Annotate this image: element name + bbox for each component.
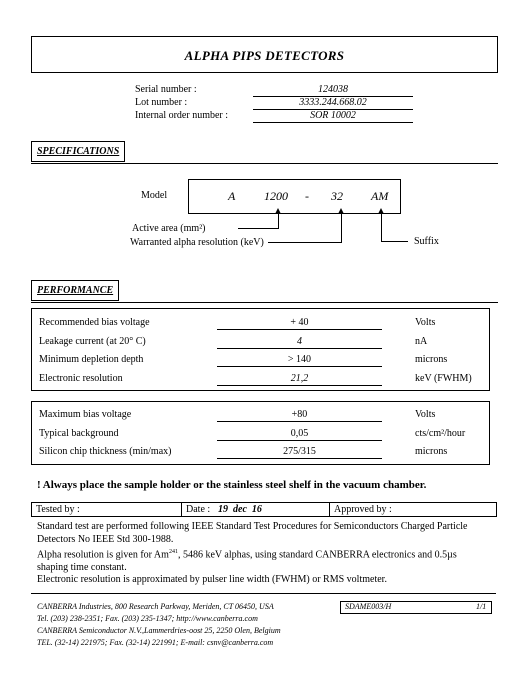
warning-text: ! Always place the sample holder or the stainless steel shelf in the vacuum chamber. [37,479,427,491]
model-part-dash: - [305,189,309,203]
serial-number-label: Serial number : [135,84,197,95]
depletion-depth-value: > 140 [217,354,382,367]
test-row [31,502,497,517]
note-line: Standard test are performed following IEEE Standard Test Procedures for Semiconductors Charged Particle [37,521,468,532]
footer-rule [31,593,496,594]
model-part-area: 1200 [264,189,288,203]
lot-number-value: 3333.244.668.02 [299,97,367,108]
leakage-current-unit: nA [415,336,428,347]
note-line: Electronic resolution is approximated by pulser line width (FWHM) or RMS voltmeter. [37,574,387,586]
title-box [31,36,498,73]
model-part-suffix: AM [371,189,389,203]
bias-voltage-unit: Volts [415,317,436,328]
model-part-resolution: 32 [331,189,343,203]
order-number-label: Internal order number : [135,110,229,121]
document-title: ALPHA PIPS DETECTORS [184,48,345,63]
electronic-resolution-unit: keV (FWHM) [415,373,472,384]
note-line: shaping time constant. [37,561,127,573]
suffix-callout: Suffix [414,236,439,247]
order-number-value: SOR 10002 [310,110,356,121]
note-line: Alpha resolution is given for Am$^{241}$, 5486 keV alphas, using standard CANBERRA electronics and 0.5µs [37,549,457,561]
leakage-current-label: Leakage current (at 20° C) [39,336,146,347]
performance-rule [31,302,498,303]
arrow-up-icon [378,208,384,214]
chip-thickness-unit: microns [415,446,448,457]
order-number-underline [253,122,413,123]
max-bias-value: +80 [217,409,382,422]
model-part-a: A [228,189,236,203]
tested-by-label: Tested by : [36,504,80,515]
chip-thickness-label: Silicon chip thickness (min/max) [39,446,172,457]
chip-thickness-value: 275/315 [217,446,382,459]
date-label: Date : [186,504,211,515]
serial-number-value: 124038 [318,84,348,95]
footer-line: Tel. (203) 238-2351; Fax. (203) 235-1347; http://www.canberra.com [37,614,258,623]
resolution-callout: Warranted alpha resolution (keV) [130,237,264,248]
background-label: Typical background [39,428,119,439]
approved-by-label: Approved by : [334,504,392,515]
footer-address [37,601,281,649]
doc-code: SDAME003/H [345,602,392,611]
electronic-resolution-value: 21,2 [217,373,382,386]
specifications-heading: SPECIFICATIONS [31,141,125,162]
footer-line: CANBERRA Semiconductor N.V.,Lammerdries-oost 25, 2250 Olen, Belgium [37,626,281,635]
electronic-resolution-label: Electronic resolution [39,373,123,384]
footer-line: CANBERRA Industries, 800 Research Parkway, Meriden, CT 06450, USA [37,602,274,611]
model-label: Model [141,190,168,201]
leakage-current-value: 4 [217,336,382,349]
background-value: 0,05 [217,428,382,441]
max-bias-label: Maximum bias voltage [39,409,132,420]
footer-line: TEL. (32-14) 221975; Fax. (32-14) 221991; E-mail: csnv@canberra.com [37,638,274,647]
page-number: 1/1 [476,602,487,611]
max-bias-unit: Volts [415,409,436,420]
performance-heading: PERFORMANCE [31,280,119,301]
lot-number-label: Lot number : [135,97,188,108]
note-line: Detectors No IEEE Std 300-1988. [37,533,174,545]
depletion-depth-label: Minimum depletion depth [39,354,144,365]
bias-voltage-value: + 40 [217,317,382,330]
specifications-rule [31,163,498,164]
date-value: 19 dec 16 [218,504,262,515]
depletion-depth-unit: microns [415,354,448,365]
notes [37,521,497,587]
arrow-up-icon [275,208,281,214]
arrow-up-icon [338,208,344,214]
bias-voltage-label: Recommended bias voltage [39,317,150,328]
model-box [188,179,401,214]
active-area-callout: Active area (mm²) [132,223,206,234]
background-unit: cts/cm²/hour [415,428,466,439]
